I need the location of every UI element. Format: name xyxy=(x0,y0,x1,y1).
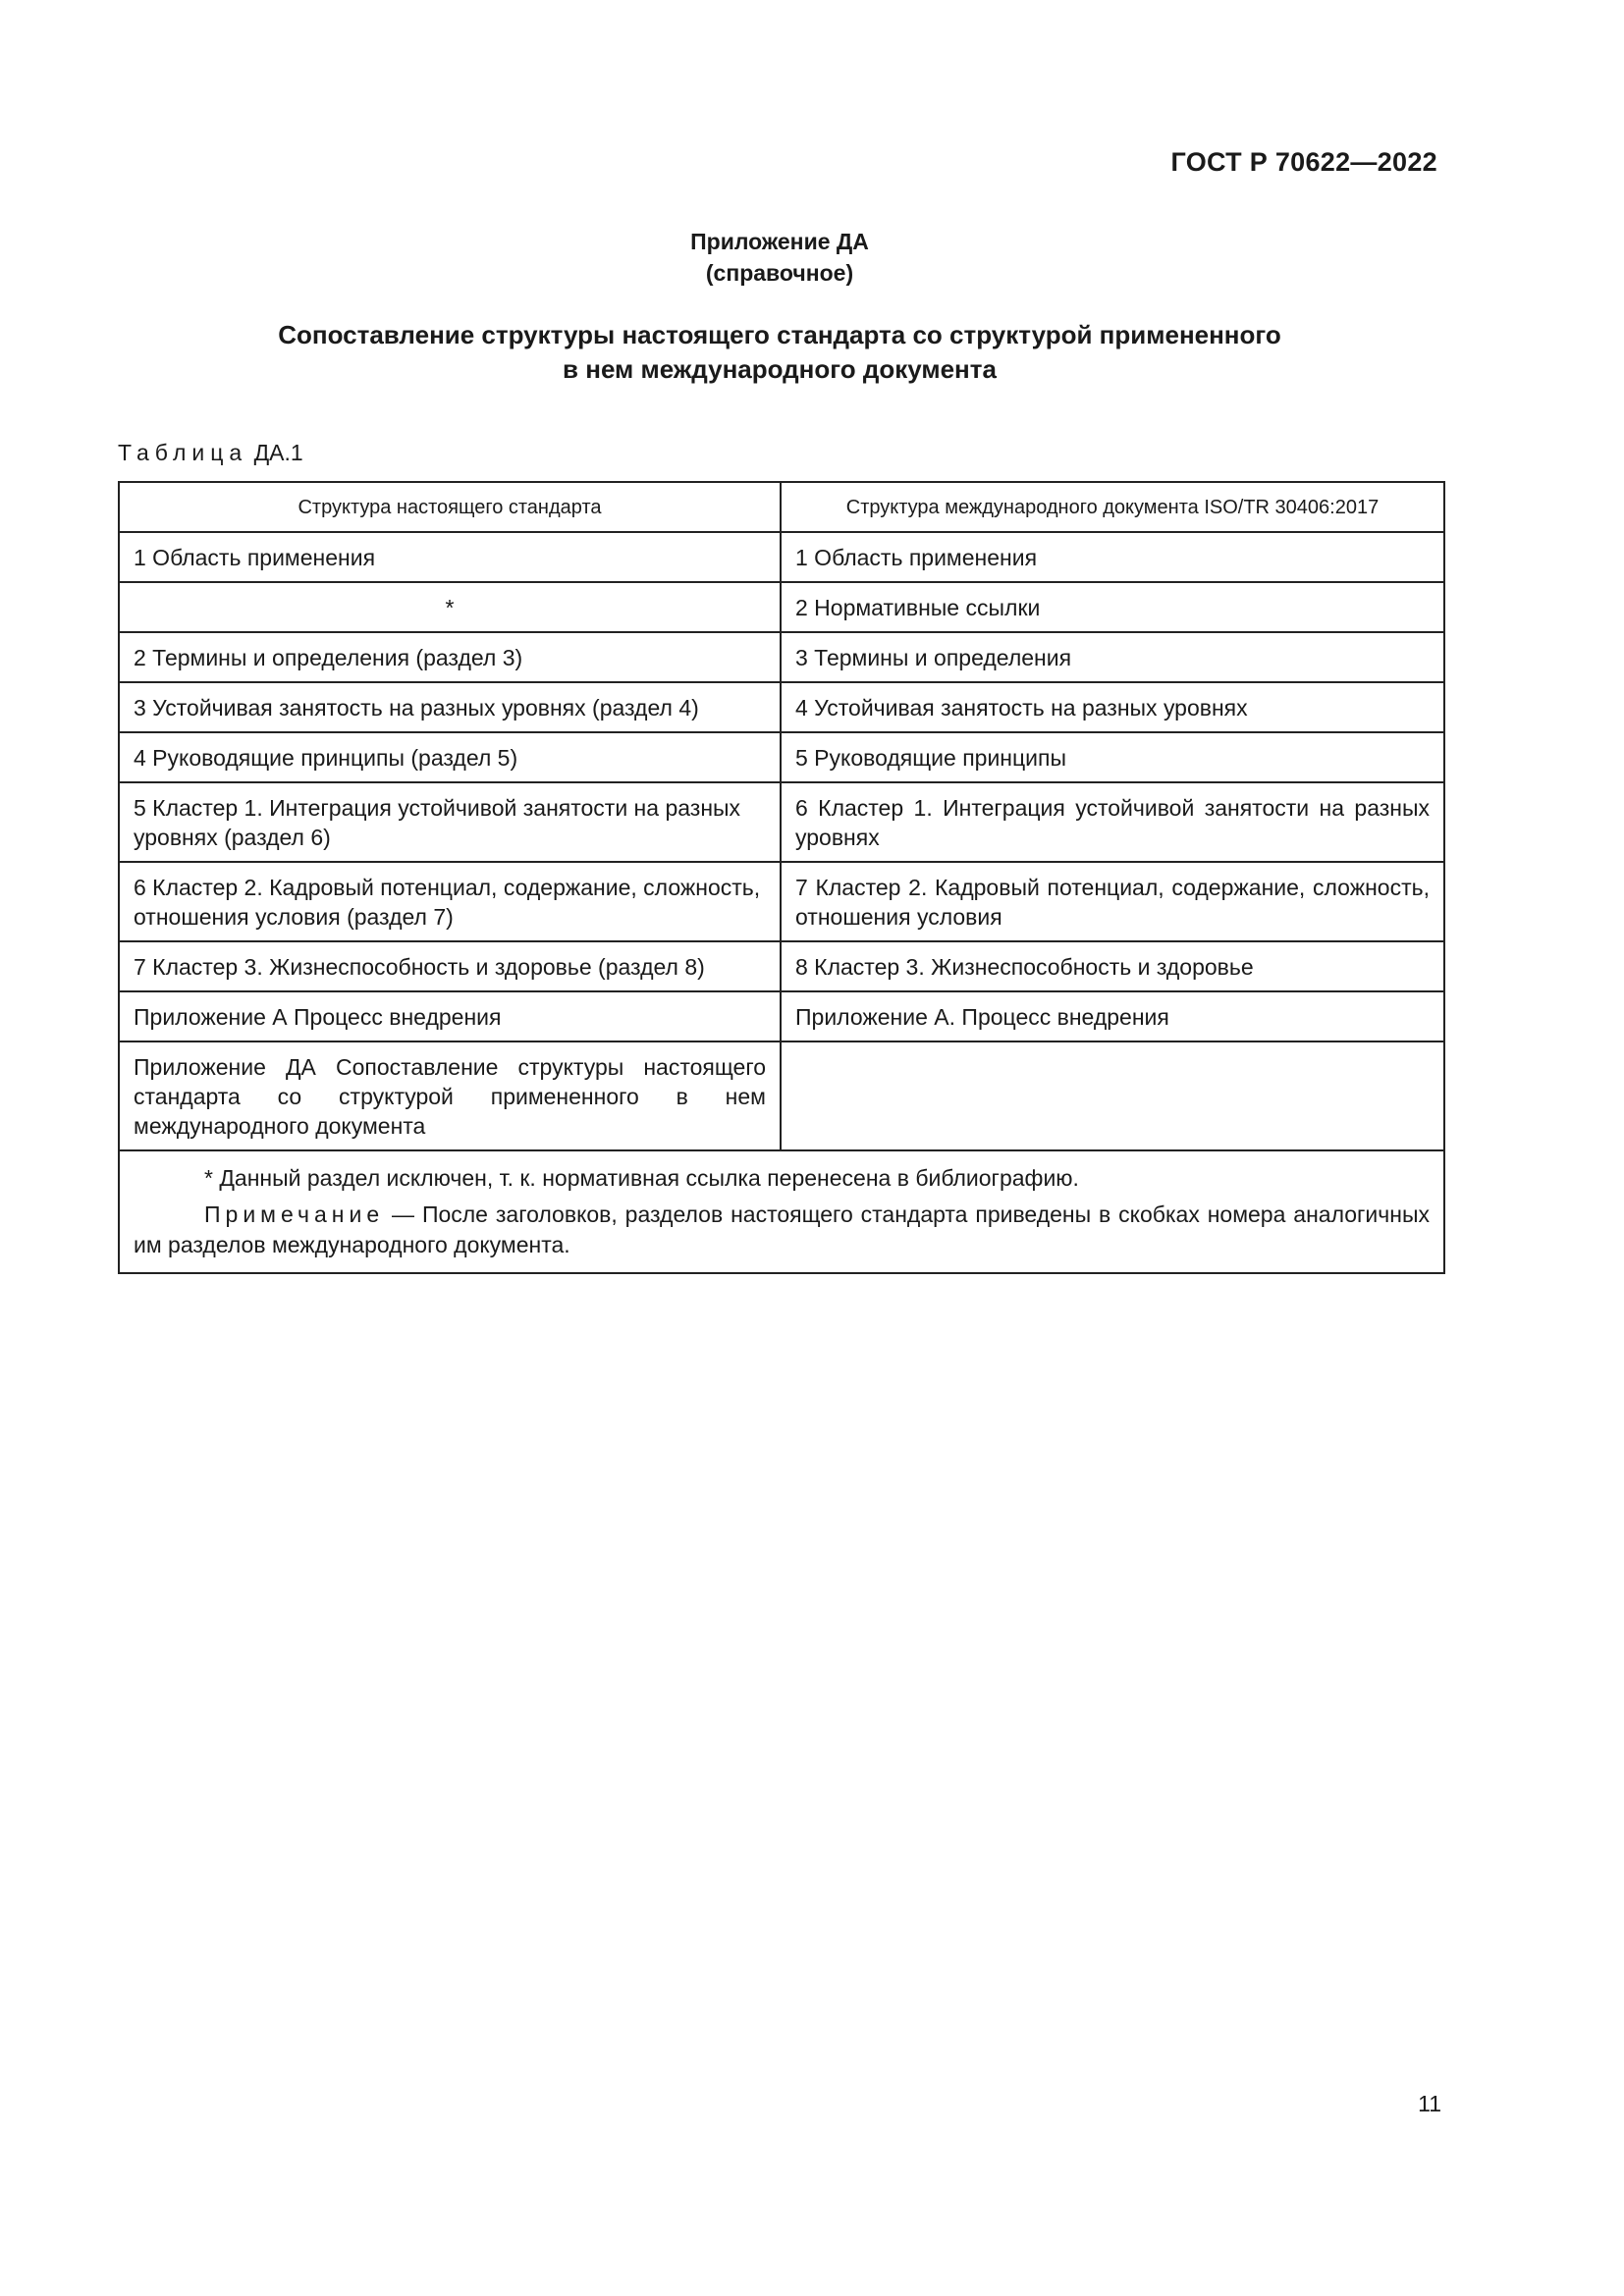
annex-title xyxy=(0,318,1559,387)
table-cell-right: 7 Кластер 2. Кадровый потенциал, содержание, сложность, отношения условия xyxy=(781,862,1444,941)
annex-heading xyxy=(0,226,1559,289)
comparison-table xyxy=(118,481,1445,1274)
table-cell-left: 3 Устойчивая занятость на разных уровнях (раздел 4) xyxy=(119,682,781,732)
table-notes xyxy=(119,1150,1444,1273)
table-cell-left: 4 Руководящие принципы (раздел 5) xyxy=(119,732,781,782)
table-cell-left: 1 Область применения xyxy=(119,532,781,582)
table-cell-right: 2 Нормативные ссылки xyxy=(781,582,1444,632)
table-row xyxy=(119,632,1444,682)
header-cell-international: Структура международного документа ISO/TR 30406:2017 xyxy=(781,482,1444,532)
note-label: Примечание xyxy=(204,1201,385,1227)
table-row xyxy=(119,782,1444,862)
header-cell-national: Структура настоящего стандарта xyxy=(119,482,781,532)
table-label-word: Таблица xyxy=(118,440,248,465)
table-row xyxy=(119,1041,1444,1150)
table-cell-left: * xyxy=(119,582,781,632)
table-cell-right: 8 Кластер 3. Жизнеспособность и здоровье xyxy=(781,941,1444,991)
table-label-number: ДА.1 xyxy=(253,440,303,465)
table-cell-left: 2 Термины и определения (раздел 3) xyxy=(119,632,781,682)
table-cell-right: 5 Руководящие принципы xyxy=(781,732,1444,782)
table-cell-left: Приложение ДА Сопоставление структуры настоящего стандарта со структурой примененного в нем международного документа xyxy=(119,1041,781,1150)
table-row xyxy=(119,682,1444,732)
annex-title-line-2: в нем международного документа xyxy=(563,354,997,384)
annex-title-line-1: Сопоставление структуры настоящего стандарта со структурой примененного xyxy=(278,320,1281,349)
table-cell-right: 6 Кластер 1. Интеграция устойчивой занятости на разных уровнях xyxy=(781,782,1444,862)
table-row xyxy=(119,862,1444,941)
table-row xyxy=(119,532,1444,582)
annex-kind: (справочное) xyxy=(705,260,854,286)
table-header-row xyxy=(119,482,1444,532)
table-row xyxy=(119,941,1444,991)
table-cell-right: Приложение А. Процесс внедрения xyxy=(781,991,1444,1041)
table-label xyxy=(118,440,303,466)
table-cell-left: 7 Кластер 3. Жизнеспособность и здоровье (раздел 8) xyxy=(119,941,781,991)
document-code: ГОСТ Р 70622—2022 xyxy=(1170,147,1437,177)
table-cell-right xyxy=(781,1041,1444,1150)
table-cell-left: 5 Кластер 1. Интеграция устойчивой занятости на разных уровнях (раздел 6) xyxy=(119,782,781,862)
table-row xyxy=(119,582,1444,632)
table-cell-left: Приложение А Процесс внедрения xyxy=(119,991,781,1041)
note xyxy=(134,1200,1430,1260)
table-row xyxy=(119,991,1444,1041)
table-cell-right: 1 Область применения xyxy=(781,532,1444,582)
table-notes-row xyxy=(119,1150,1444,1273)
footnote: * Данный раздел исключен, т. к. нормативная ссылка перенесена в библиографию. xyxy=(204,1165,1079,1191)
page-number: 11 xyxy=(1418,2091,1441,2116)
table-cell-left: 6 Кластер 2. Кадровый потенциал, содержание, сложность, отношения условия (раздел 7) xyxy=(119,862,781,941)
note-text: — После заголовков, разделов настоящего стандарта приведены в скобках номера аналогичных им разделов международного документа. xyxy=(134,1201,1430,1257)
table-row xyxy=(119,732,1444,782)
table-cell-right: 4 Устойчивая занятость на разных уровнях xyxy=(781,682,1444,732)
annex-name: Приложение ДА xyxy=(690,229,869,254)
table-cell-right: 3 Термины и определения xyxy=(781,632,1444,682)
